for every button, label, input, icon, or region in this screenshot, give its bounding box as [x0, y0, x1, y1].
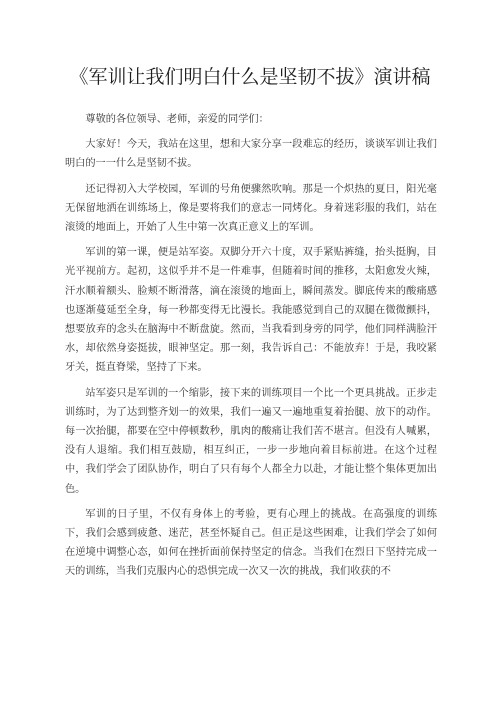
body-paragraph: 还记得初入大学校园，军训的号角便骤然吹响。那是一个炽热的夏日，阳光毫无保留地洒在训练场上，像是要将我们的意志一同烤化。身着迷彩服的我们，站在滚烫的地面上，开始了人生中第一次真正意义上的军训。: [65, 183, 437, 234]
document-title: 《军训让我们明白什么是坚韧不拔》演讲稿: [69, 66, 431, 88]
body-paragraph: 站军姿只是军训的一个缩影，接下来的训练项目一个比一个更具挑战。正步走训练时，为了达到整齐划一的效果，我们一遍又一遍地重复着抬腿、放下的动作。每一次抬腿，都要在空中停顿数秒，肌肉的酸痛让我们苦不堪言。但没有人喊累，没有人退缩。我们相互鼓励，相互纠正，一步一步地向着目标前进。在这个过程中，我们学会了团队协作，明白了只有每个人都全力以赴，才能让整个集体更加出色。: [65, 387, 437, 495]
body-paragraph: 大家好！今天，我站在这里，想和大家分享一段难忘的经历，谈谈军训让我们明白的一一什么是坚韧不拔。: [65, 139, 437, 170]
salutation-paragraph: 尊敬的各位领导、老师，亲爱的同学们：: [85, 114, 269, 125]
document-body: [65, 110, 437, 588]
body-paragraph: 军训的第一课，便是站军姿。双脚分开六十度，双手紧贴裤缝，抬头挺胸，目光平视前方。起初，这似乎并不是一件难事，但随着时间的推移，太阳愈发火辣，汗水顺着额头、脸颊不断滑落，滴在滚烫的地面上，瞬间蒸发。脚底传来的酸痛感也逐渐蔓延至全身，每一秒都变得无比漫长。我能感觉到自己的双腿在微微颤抖，想要放弃的念头在脑海中不断盘旋。然而，当我看到身旁的同学，他们同样满脸汗水，却依然身姿挺拔，眼神坚定。那一刻，我告诉自己：不能放弃！于是，我咬紧牙关，挺直脊梁，坚持了下来。: [65, 247, 437, 374]
body-paragraph: 军训的日子里，不仅有身体上的考验，更有心理上的挑战。在高强度的训练下，我们会感到疲惫、迷茫，甚至怀疑自己。但正是这些困难，让我们学会了如何在逆境中调整心态，如何在挫折面前保持坚定的信念。当我们在烈日下坚持完成一天的训练，当我们克服内心的恐惧完成一次又一次的挑战，我们收获的不: [65, 508, 437, 578]
